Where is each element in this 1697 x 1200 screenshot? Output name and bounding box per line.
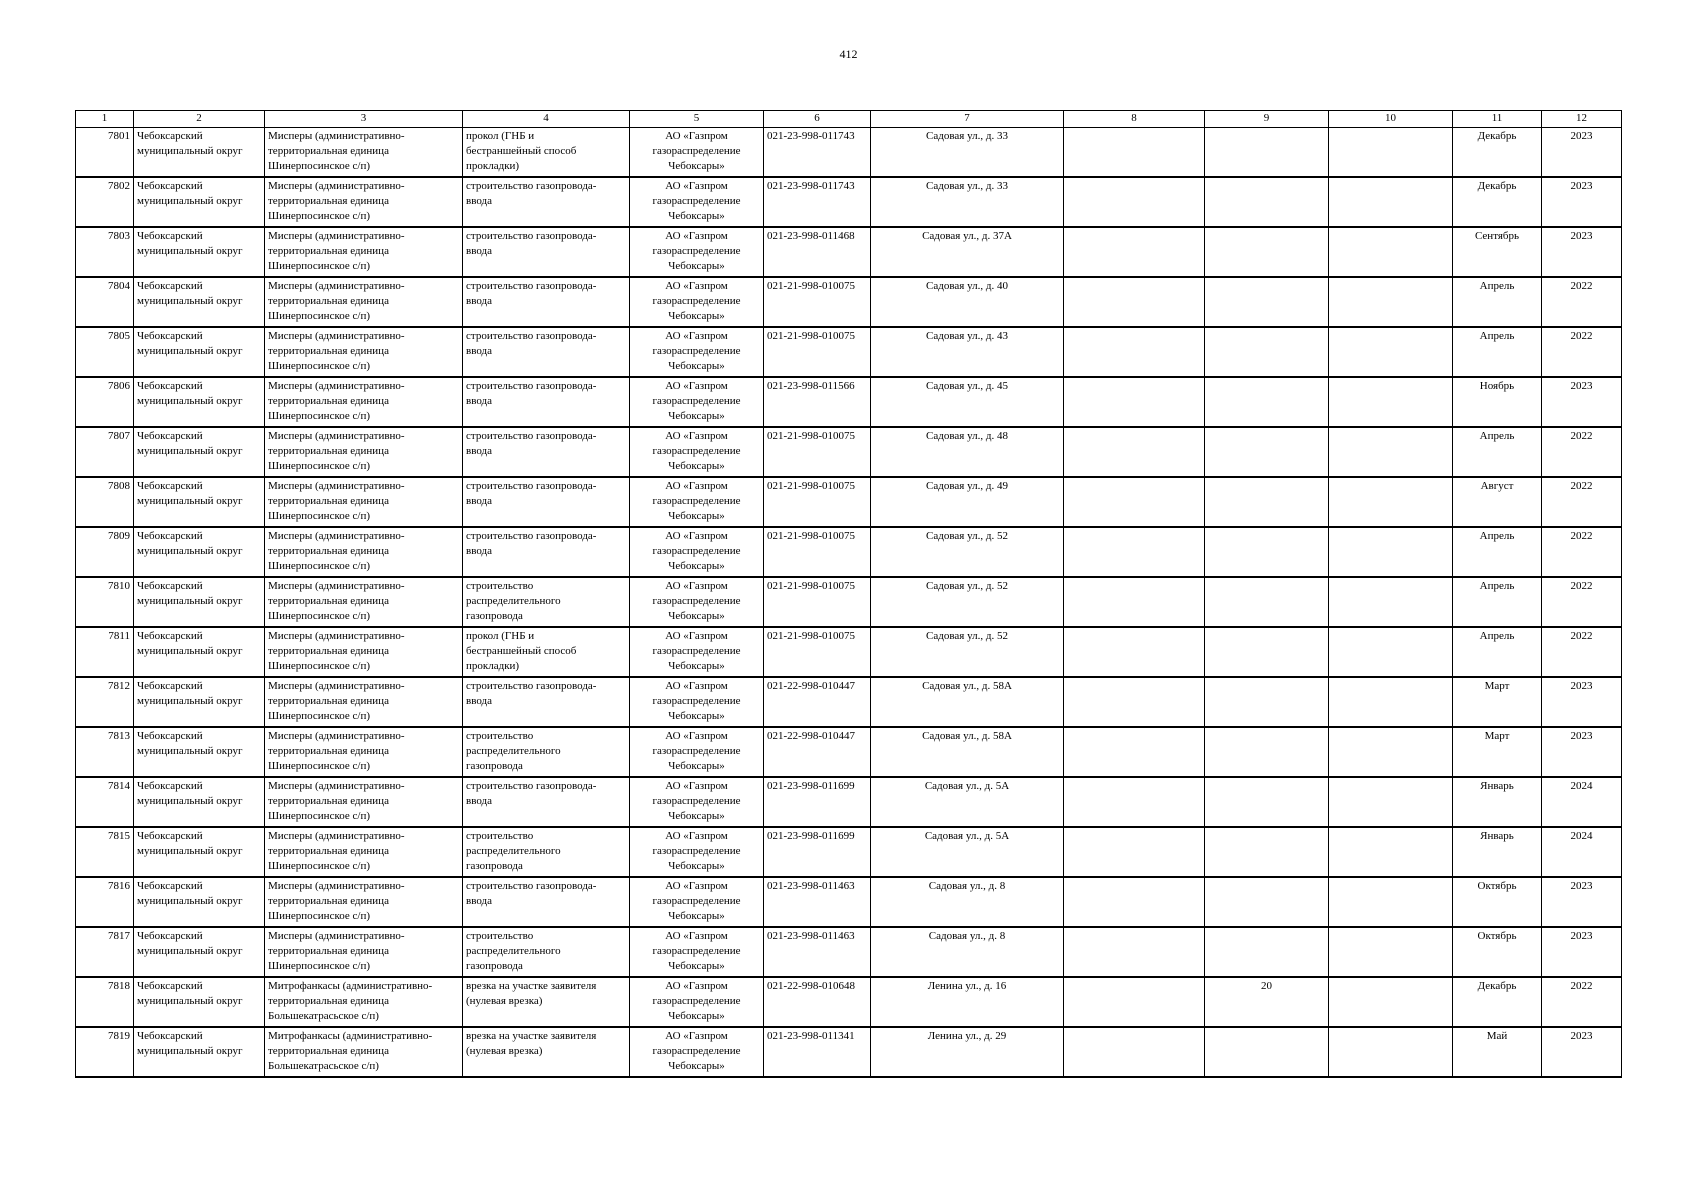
address-cell: Садовая ул., д. 8 <box>871 877 1064 927</box>
district-cell: Чебоксарский муниципальный округ <box>134 128 265 178</box>
row-number-cell: 7818 <box>76 977 134 1027</box>
settlement-cell: Мисперы (административно- территориальная единица Шинерпосинское с/п) <box>265 627 463 677</box>
year-cell: 2024 <box>1542 777 1622 827</box>
address-cell: Садовая ул., д. 5А <box>871 777 1064 827</box>
work-type-cell: строительство газопровода- ввода <box>463 227 630 277</box>
month-cell: Ноябрь <box>1453 377 1542 427</box>
settlement-cell: Мисперы (административно- территориальная единица Шинерпосинское с/п) <box>265 677 463 727</box>
column-9-cell <box>1205 677 1329 727</box>
column-8-cell <box>1064 1027 1205 1077</box>
settlement-cell: Мисперы (административно- территориальная единица Шинерпосинское с/п) <box>265 327 463 377</box>
organization-cell: АО «Газпром газораспределение Чебоксары» <box>630 327 764 377</box>
code-cell: 021-23-998-011463 <box>764 877 871 927</box>
district-cell: Чебоксарский муниципальный округ <box>134 427 265 477</box>
column-9-cell <box>1205 727 1329 777</box>
district-cell: Чебоксарский муниципальный округ <box>134 177 265 227</box>
month-cell: Апрель <box>1453 277 1542 327</box>
row-number-cell: 7805 <box>76 327 134 377</box>
table-row <box>76 527 1622 577</box>
column-header: 4 <box>463 111 630 128</box>
work-type-cell: строительство газопровода- ввода <box>463 177 630 227</box>
table-row <box>76 128 1622 178</box>
column-10-cell <box>1329 327 1453 377</box>
column-8-cell <box>1064 327 1205 377</box>
column-8-cell <box>1064 527 1205 577</box>
address-cell: Садовая ул., д. 52 <box>871 627 1064 677</box>
year-cell: 2022 <box>1542 527 1622 577</box>
address-cell: Садовая ул., д. 37А <box>871 227 1064 277</box>
code-cell: 021-21-998-010075 <box>764 577 871 627</box>
code-cell: 021-23-998-011743 <box>764 128 871 178</box>
table-row <box>76 327 1622 377</box>
table-body <box>76 128 1622 1078</box>
month-cell: Январь <box>1453 827 1542 877</box>
settlement-cell: Митрофанкасы (административно- территориальная единица Большекатрасьское с/п) <box>265 1027 463 1077</box>
column-8-cell <box>1064 877 1205 927</box>
column-8-cell <box>1064 627 1205 677</box>
table-row <box>76 827 1622 877</box>
organization-cell: АО «Газпром газораспределение Чебоксары» <box>630 427 764 477</box>
organization-cell: АО «Газпром газораспределение Чебоксары» <box>630 577 764 627</box>
address-cell: Садовая ул., д. 5А <box>871 827 1064 877</box>
table-row <box>76 177 1622 227</box>
table-row <box>76 627 1622 677</box>
year-cell: 2023 <box>1542 927 1622 977</box>
column-8-cell <box>1064 377 1205 427</box>
column-9-cell <box>1205 377 1329 427</box>
column-9-cell <box>1205 1027 1329 1077</box>
organization-cell: АО «Газпром газораспределение Чебоксары» <box>630 977 764 1027</box>
column-header: 5 <box>630 111 764 128</box>
code-cell: 021-21-998-010075 <box>764 427 871 477</box>
work-type-cell: врезка на участке заявителя (нулевая врезка) <box>463 977 630 1027</box>
work-type-cell: прокол (ГНБ и бестраншейный способ прокладки) <box>463 128 630 178</box>
settlement-cell: Мисперы (административно- территориальная единица Шинерпосинское с/п) <box>265 427 463 477</box>
row-number-cell: 7804 <box>76 277 134 327</box>
district-cell: Чебоксарский муниципальный округ <box>134 277 265 327</box>
address-cell: Садовая ул., д. 48 <box>871 427 1064 477</box>
code-cell: 021-21-998-010075 <box>764 527 871 577</box>
table-row <box>76 277 1622 327</box>
column-header: 7 <box>871 111 1064 128</box>
column-8-cell <box>1064 477 1205 527</box>
column-9-cell <box>1205 427 1329 477</box>
table-row <box>76 227 1622 277</box>
district-cell: Чебоксарский муниципальный округ <box>134 477 265 527</box>
table-row <box>76 977 1622 1027</box>
address-cell: Садовая ул., д. 40 <box>871 277 1064 327</box>
column-header: 2 <box>134 111 265 128</box>
organization-cell: АО «Газпром газораспределение Чебоксары» <box>630 677 764 727</box>
column-9-cell <box>1205 227 1329 277</box>
row-number-cell: 7815 <box>76 827 134 877</box>
work-type-cell: строительство газопровода- ввода <box>463 777 630 827</box>
code-cell: 021-21-998-010075 <box>764 627 871 677</box>
column-10-cell <box>1329 227 1453 277</box>
column-header: 9 <box>1205 111 1329 128</box>
organization-cell: АО «Газпром газораспределение Чебоксары» <box>630 927 764 977</box>
year-cell: 2023 <box>1542 877 1622 927</box>
row-number-cell: 7812 <box>76 677 134 727</box>
month-cell: Апрель <box>1453 427 1542 477</box>
row-number-cell: 7814 <box>76 777 134 827</box>
district-cell: Чебоксарский муниципальный округ <box>134 1027 265 1077</box>
column-10-cell <box>1329 627 1453 677</box>
address-cell: Садовая ул., д. 33 <box>871 128 1064 178</box>
column-header: 3 <box>265 111 463 128</box>
column-9-cell: 20 <box>1205 977 1329 1027</box>
table-row <box>76 877 1622 927</box>
organization-cell: АО «Газпром газораспределение Чебоксары» <box>630 1027 764 1077</box>
column-10-cell <box>1329 577 1453 627</box>
column-10-cell <box>1329 677 1453 727</box>
month-cell: Март <box>1453 677 1542 727</box>
column-9-cell <box>1205 327 1329 377</box>
column-8-cell <box>1064 977 1205 1027</box>
column-10-cell <box>1329 827 1453 877</box>
settlement-cell: Мисперы (административно- территориальная единица Шинерпосинское с/п) <box>265 177 463 227</box>
work-type-cell: врезка на участке заявителя (нулевая врезка) <box>463 1027 630 1077</box>
month-cell: Октябрь <box>1453 877 1542 927</box>
district-cell: Чебоксарский муниципальный округ <box>134 227 265 277</box>
column-9-cell <box>1205 577 1329 627</box>
month-cell: Октябрь <box>1453 927 1542 977</box>
month-cell: Апрель <box>1453 627 1542 677</box>
year-cell: 2023 <box>1542 128 1622 178</box>
column-9-cell <box>1205 128 1329 178</box>
row-number-cell: 7801 <box>76 128 134 178</box>
address-cell: Садовая ул., д. 33 <box>871 177 1064 227</box>
work-type-cell: прокол (ГНБ и бестраншейный способ прокладки) <box>463 627 630 677</box>
address-cell: Садовая ул., д. 43 <box>871 327 1064 377</box>
code-cell: 021-21-998-010075 <box>764 477 871 527</box>
organization-cell: АО «Газпром газораспределение Чебоксары» <box>630 727 764 777</box>
district-cell: Чебоксарский муниципальный округ <box>134 527 265 577</box>
organization-cell: АО «Газпром газораспределение Чебоксары» <box>630 227 764 277</box>
work-type-cell: строительство распределительного газопровода <box>463 827 630 877</box>
month-cell: Декабрь <box>1453 128 1542 178</box>
column-8-cell <box>1064 227 1205 277</box>
work-type-cell: строительство распределительного газопровода <box>463 927 630 977</box>
code-cell: 021-23-998-011699 <box>764 777 871 827</box>
code-cell: 021-23-998-011463 <box>764 927 871 977</box>
column-10-cell <box>1329 977 1453 1027</box>
row-number-cell: 7810 <box>76 577 134 627</box>
year-cell: 2022 <box>1542 427 1622 477</box>
column-9-cell <box>1205 927 1329 977</box>
organization-cell: АО «Газпром газораспределение Чебоксары» <box>630 627 764 677</box>
column-10-cell <box>1329 877 1453 927</box>
settlement-cell: Мисперы (административно- территориальная единица Шинерпосинское с/п) <box>265 227 463 277</box>
organization-cell: АО «Газпром газораспределение Чебоксары» <box>630 477 764 527</box>
district-cell: Чебоксарский муниципальный округ <box>134 727 265 777</box>
settlement-cell: Митрофанкасы (административно- территориальная единица Большекатрасьское с/п) <box>265 977 463 1027</box>
column-8-cell <box>1064 427 1205 477</box>
column-header: 1 <box>76 111 134 128</box>
column-9-cell <box>1205 827 1329 877</box>
address-cell: Ленина ул., д. 16 <box>871 977 1064 1027</box>
column-header: 8 <box>1064 111 1205 128</box>
settlement-cell: Мисперы (административно- территориальная единица Шинерпосинское с/п) <box>265 577 463 627</box>
district-cell: Чебоксарский муниципальный округ <box>134 377 265 427</box>
table-row <box>76 427 1622 477</box>
month-cell: Апрель <box>1453 577 1542 627</box>
district-cell: Чебоксарский муниципальный округ <box>134 677 265 727</box>
column-8-cell <box>1064 927 1205 977</box>
table-row <box>76 677 1622 727</box>
work-type-cell: строительство распределительного газопровода <box>463 577 630 627</box>
month-cell: Май <box>1453 1027 1542 1077</box>
row-number-cell: 7819 <box>76 1027 134 1077</box>
code-cell: 021-21-998-010075 <box>764 277 871 327</box>
year-cell: 2022 <box>1542 627 1622 677</box>
row-number-cell: 7802 <box>76 177 134 227</box>
column-10-cell <box>1329 1027 1453 1077</box>
table-row <box>76 477 1622 527</box>
column-9-cell <box>1205 527 1329 577</box>
address-cell: Садовая ул., д. 52 <box>871 527 1064 577</box>
month-cell: Апрель <box>1453 327 1542 377</box>
column-header: 12 <box>1542 111 1622 128</box>
column-10-cell <box>1329 177 1453 227</box>
month-cell: Декабрь <box>1453 177 1542 227</box>
column-9-cell <box>1205 177 1329 227</box>
month-cell: Сентябрь <box>1453 227 1542 277</box>
year-cell: 2022 <box>1542 327 1622 377</box>
month-cell: Март <box>1453 727 1542 777</box>
organization-cell: АО «Газпром газораспределение Чебоксары» <box>630 128 764 178</box>
year-cell: 2023 <box>1542 727 1622 777</box>
column-10-cell <box>1329 128 1453 178</box>
district-cell: Чебоксарский муниципальный округ <box>134 327 265 377</box>
column-8-cell <box>1064 777 1205 827</box>
address-cell: Садовая ул., д. 45 <box>871 377 1064 427</box>
address-cell: Садовая ул., д. 58А <box>871 677 1064 727</box>
month-cell: Апрель <box>1453 527 1542 577</box>
address-cell: Садовая ул., д. 8 <box>871 927 1064 977</box>
code-cell: 021-22-998-010648 <box>764 977 871 1027</box>
column-9-cell <box>1205 777 1329 827</box>
column-9-cell <box>1205 477 1329 527</box>
organization-cell: АО «Газпром газораспределение Чебоксары» <box>630 377 764 427</box>
year-cell: 2023 <box>1542 177 1622 227</box>
year-cell: 2022 <box>1542 277 1622 327</box>
column-10-cell <box>1329 927 1453 977</box>
row-number-cell: 7809 <box>76 527 134 577</box>
column-8-cell <box>1064 677 1205 727</box>
table-row <box>76 577 1622 627</box>
district-cell: Чебоксарский муниципальный округ <box>134 577 265 627</box>
organization-cell: АО «Газпром газораспределение Чебоксары» <box>630 177 764 227</box>
work-type-cell: строительство газопровода- ввода <box>463 277 630 327</box>
column-10-cell <box>1329 477 1453 527</box>
column-10-cell <box>1329 527 1453 577</box>
row-number-cell: 7806 <box>76 377 134 427</box>
address-cell: Садовая ул., д. 49 <box>871 477 1064 527</box>
code-cell: 021-22-998-010447 <box>764 677 871 727</box>
year-cell: 2023 <box>1542 1027 1622 1077</box>
district-cell: Чебоксарский муниципальный округ <box>134 777 265 827</box>
year-cell: 2023 <box>1542 377 1622 427</box>
column-10-cell <box>1329 377 1453 427</box>
month-cell: Декабрь <box>1453 977 1542 1027</box>
row-number-cell: 7816 <box>76 877 134 927</box>
work-type-cell: строительство газопровода- ввода <box>463 527 630 577</box>
code-cell: 021-23-998-011699 <box>764 827 871 877</box>
table-row <box>76 377 1622 427</box>
work-type-cell: строительство газопровода- ввода <box>463 477 630 527</box>
year-cell: 2023 <box>1542 227 1622 277</box>
month-cell: Январь <box>1453 777 1542 827</box>
address-cell: Садовая ул., д. 52 <box>871 577 1064 627</box>
settlement-cell: Мисперы (административно- территориальная единица Шинерпосинское с/п) <box>265 877 463 927</box>
settlement-cell: Мисперы (административно- территориальная единица Шинерпосинское с/п) <box>265 128 463 178</box>
column-10-cell <box>1329 427 1453 477</box>
work-type-cell: строительство газопровода- ввода <box>463 427 630 477</box>
year-cell: 2022 <box>1542 577 1622 627</box>
year-cell: 2024 <box>1542 827 1622 877</box>
column-10-cell <box>1329 777 1453 827</box>
year-cell: 2023 <box>1542 677 1622 727</box>
settlement-cell: Мисперы (административно- территориальная единица Шинерпосинское с/п) <box>265 377 463 427</box>
work-type-cell: строительство газопровода- ввода <box>463 327 630 377</box>
district-cell: Чебоксарский муниципальный округ <box>134 827 265 877</box>
table-row <box>76 777 1622 827</box>
organization-cell: АО «Газпром газораспределение Чебоксары» <box>630 527 764 577</box>
code-cell: 021-23-998-011566 <box>764 377 871 427</box>
year-cell: 2022 <box>1542 477 1622 527</box>
settlement-cell: Мисперы (административно- территориальная единица Шинерпосинское с/п) <box>265 777 463 827</box>
row-number-cell: 7808 <box>76 477 134 527</box>
organization-cell: АО «Газпром газораспределение Чебоксары» <box>630 877 764 927</box>
settlement-cell: Мисперы (административно- территориальная единица Шинерпосинское с/п) <box>265 927 463 977</box>
organization-cell: АО «Газпром газораспределение Чебоксары» <box>630 277 764 327</box>
table-row <box>76 927 1622 977</box>
column-8-cell <box>1064 577 1205 627</box>
column-8-cell <box>1064 128 1205 178</box>
column-8-cell <box>1064 827 1205 877</box>
row-number-cell: 7803 <box>76 227 134 277</box>
organization-cell: АО «Газпром газораспределение Чебоксары» <box>630 827 764 877</box>
column-8-cell <box>1064 727 1205 777</box>
work-type-cell: строительство газопровода- ввода <box>463 677 630 727</box>
column-header: 11 <box>1453 111 1542 128</box>
column-8-cell <box>1064 177 1205 227</box>
district-cell: Чебоксарский муниципальный округ <box>134 877 265 927</box>
row-number-cell: 7811 <box>76 627 134 677</box>
row-number-cell: 7813 <box>76 727 134 777</box>
address-cell: Ленина ул., д. 29 <box>871 1027 1064 1077</box>
column-number-row <box>76 111 1622 128</box>
column-9-cell <box>1205 877 1329 927</box>
code-cell: 021-23-998-011468 <box>764 227 871 277</box>
year-cell: 2022 <box>1542 977 1622 1027</box>
settlement-cell: Мисперы (административно- территориальная единица Шинерпосинское с/п) <box>265 277 463 327</box>
settlement-cell: Мисперы (административно- территориальная единица Шинерпосинское с/п) <box>265 527 463 577</box>
settlement-cell: Мисперы (административно- территориальная единица Шинерпосинское с/п) <box>265 827 463 877</box>
code-cell: 021-23-998-011341 <box>764 1027 871 1077</box>
district-cell: Чебоксарский муниципальный округ <box>134 977 265 1027</box>
column-10-cell <box>1329 727 1453 777</box>
district-cell: Чебоксарский муниципальный округ <box>134 627 265 677</box>
address-cell: Садовая ул., д. 58А <box>871 727 1064 777</box>
work-type-cell: строительство газопровода- ввода <box>463 377 630 427</box>
page-number: 412 <box>839 47 858 61</box>
district-cell: Чебоксарский муниципальный округ <box>134 927 265 977</box>
table-row <box>76 1027 1622 1077</box>
column-8-cell <box>1064 277 1205 327</box>
row-number-cell: 7807 <box>76 427 134 477</box>
settlement-cell: Мисперы (административно- территориальная единица Шинерпосинское с/п) <box>265 727 463 777</box>
settlement-cell: Мисперы (административно- территориальная единица Шинерпосинское с/п) <box>265 477 463 527</box>
code-cell: 021-21-998-010075 <box>764 327 871 377</box>
column-header: 6 <box>764 111 871 128</box>
column-9-cell <box>1205 277 1329 327</box>
table-row <box>76 727 1622 777</box>
column-header: 10 <box>1329 111 1453 128</box>
row-number-cell: 7817 <box>76 927 134 977</box>
work-type-cell: строительство газопровода- ввода <box>463 877 630 927</box>
work-type-cell: строительство распределительного газопровода <box>463 727 630 777</box>
code-cell: 021-23-998-011743 <box>764 177 871 227</box>
code-cell: 021-22-998-010447 <box>764 727 871 777</box>
organization-cell: АО «Газпром газораспределение Чебоксары» <box>630 777 764 827</box>
registry-table <box>75 110 1622 1078</box>
column-9-cell <box>1205 627 1329 677</box>
month-cell: Август <box>1453 477 1542 527</box>
column-10-cell <box>1329 277 1453 327</box>
